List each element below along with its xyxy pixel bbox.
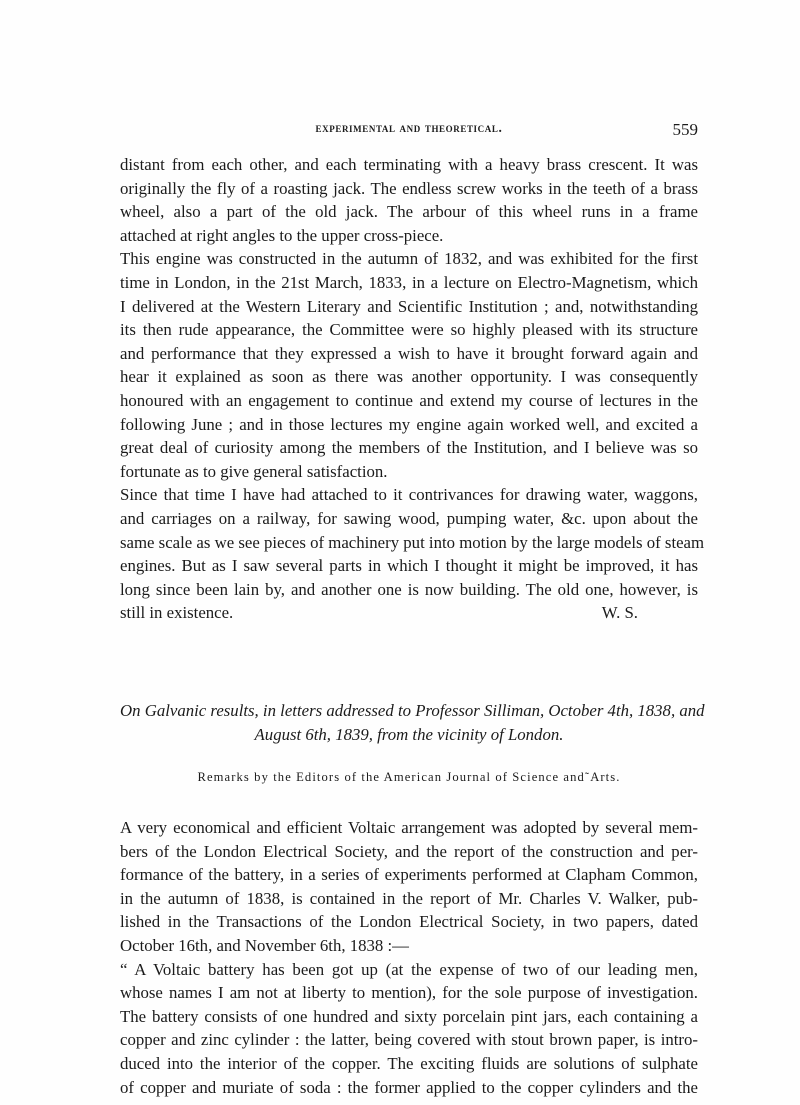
text-line: Since that time I have had attached to it contrivances for drawing water, waggons,: [120, 485, 698, 505]
text-line: of copper and muriate of soda : the former applied to the copper cylinders and the: [120, 1077, 698, 1097]
text-line: hear it explained as soon as there was another opportunity. I was consequently: [120, 367, 698, 387]
editors-remarks-heading: Remarks by the Editors of the American Journal of Science and˜Arts.: [197, 770, 621, 784]
page-number: 559: [672, 120, 698, 139]
text-line: The battery consists of one hundred and sixty porcelain pint jars, each containing a: [120, 1006, 698, 1026]
text-line: honoured with an engagement to continue and extend my course of lectures in the: [120, 390, 698, 410]
text-line: same scale as we see pieces of machinery put into motion by the large models of steam: [120, 532, 705, 552]
body-text-top: [120, 153, 705, 625]
running-title: experimental and theoretical.: [315, 120, 503, 135]
text-line: formance of the battery, in a series of experiments performed at Clapham Common,: [120, 865, 698, 885]
article-title-line: On Galvanic results, in letters addressed to Professor Silliman, October 4th, 1838, and: [120, 701, 705, 720]
text-line: originally the fly of a roasting jack. The endless screw works in the teeth of a brass: [120, 178, 698, 198]
text-line: great deal of curiosity among the members of the Institution, and I believe was so: [120, 438, 698, 458]
text-line: duced into the interior of the copper. The exciting fluids are solutions of sulphate: [120, 1053, 698, 1073]
text-line: whose names I am not at liberty to mention), for the sole purpose of investigation.: [120, 983, 698, 1003]
article-title: [120, 699, 705, 747]
signature-line: [120, 601, 698, 625]
text-line: still in existence.: [120, 603, 234, 623]
text-line: following June ; and in those lectures my engine again worked well, and excited a: [120, 414, 698, 434]
text-line: fortunate as to give general satisfaction.: [120, 461, 388, 481]
text-line: long since been lain by, and another one is now building. The old one, however, is: [120, 579, 698, 599]
signature: W. S.: [601, 603, 638, 623]
text-line: “ A Voltaic battery has been got up (at the expense of two of our leading men,: [120, 959, 698, 979]
text-line: its then rude appearance, the Committee were so highly pleased with its structure: [120, 320, 698, 340]
text-line: wheel, also a part of the old jack. The arbour of this wheel runs in a frame: [120, 202, 698, 222]
text-line: lished in the Transactions of the London Electrical Society, in two papers, dated: [120, 912, 698, 932]
text-line: engines. But as I saw several parts in which I thought it might be improved, it has: [120, 556, 698, 576]
text-line: and carriages on a railway, for sawing wood, pumping water, &c. upon about the: [120, 508, 698, 528]
text-line: in the autumn of 1838, is contained in the report of Mr. Charles V. Walker, pub-: [120, 888, 698, 908]
text-line: and performance that they expressed a wish to have it brought forward again and: [120, 343, 698, 363]
text-line: attached at right angles to the upper cross-piece.: [120, 225, 444, 245]
text-line: distant from each other, and each terminating with a heavy brass crescent. It was: [120, 155, 698, 174]
article-title-line: August 6th, 1839, from the vicinity of London.: [254, 725, 564, 744]
text-line: time in London, in the 21st March, 1833, in a lecture on Electro-Magnetism, which: [120, 272, 698, 292]
text-line: This engine was constructed in the autumn of 1832, and was exhibited for the first: [120, 249, 698, 269]
text-line: bers of the London Electrical Society, and the report of the construction and per-: [120, 841, 698, 861]
text-line: copper and zinc cylinder : the latter, being covered with stout brown paper, is intro-: [120, 1030, 698, 1050]
text-line: A very economical and efficient Voltaic arrangement was adopted by several mem-: [120, 818, 698, 837]
text-line: October 16th, and November 6th, 1838 :—: [120, 935, 409, 955]
page-header: [120, 120, 698, 144]
body-text-bottom: [120, 816, 698, 1099]
text-line: I delivered at the Western Literary and Scientific Institution ; and, notwithstanding: [120, 296, 698, 316]
